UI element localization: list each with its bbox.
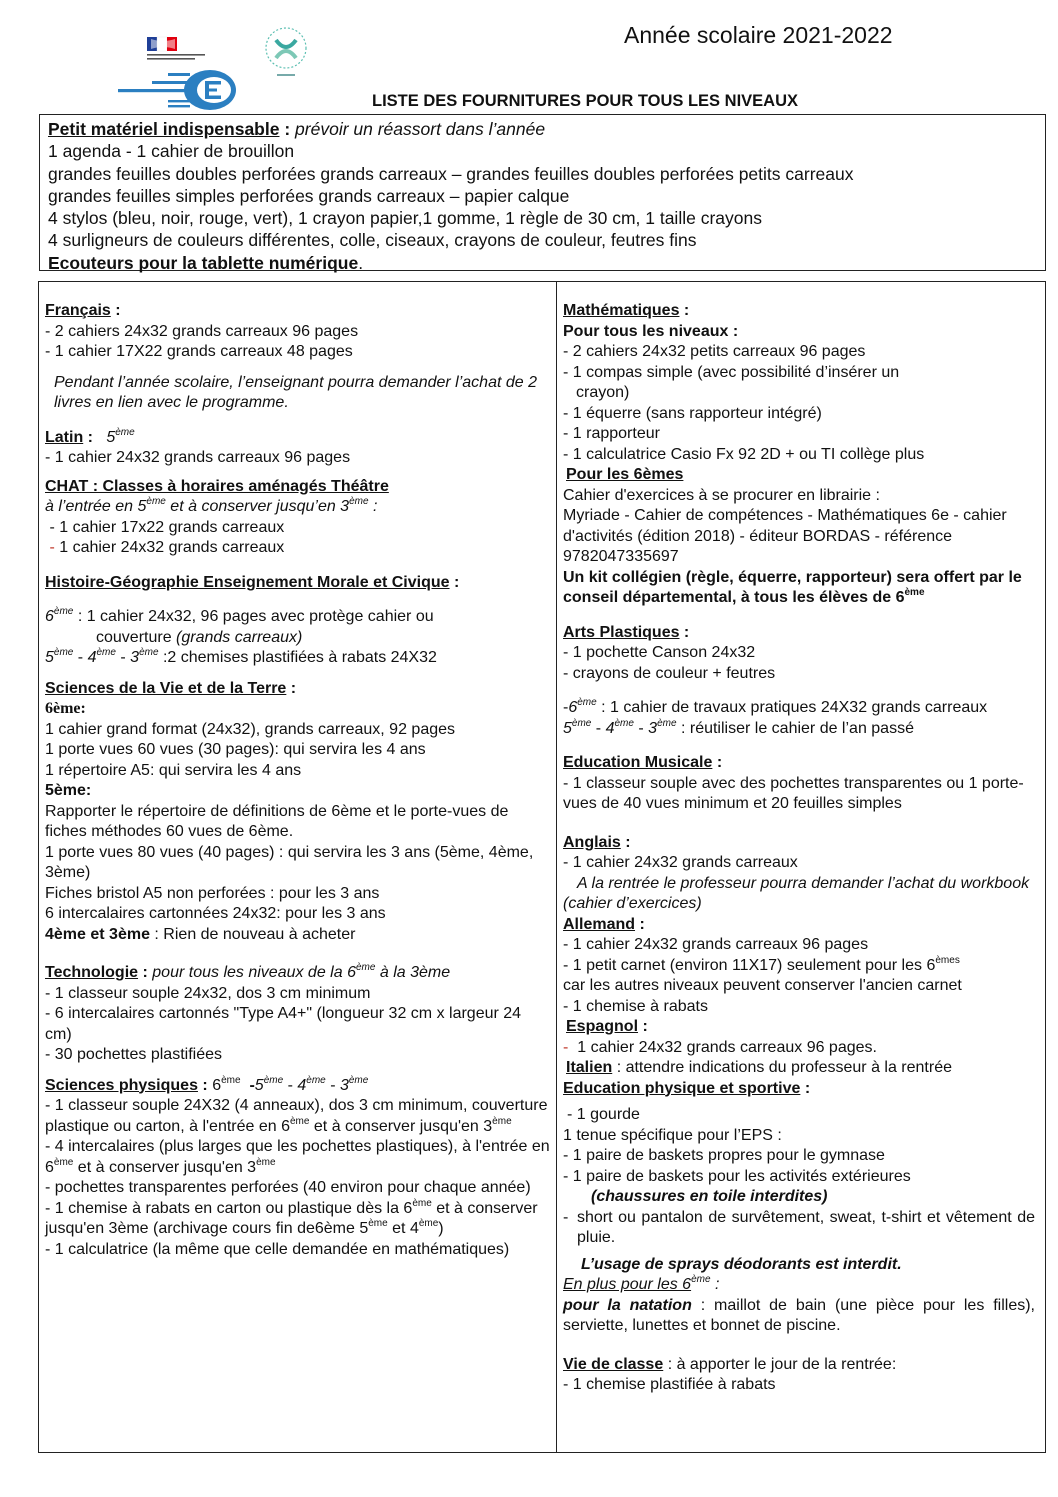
maths-item: - 1 calculatrice Casio Fx 92 2D + ou TI collège plus — [563, 445, 925, 463]
svt-item: 1 porte vues 80 vues (40 pages) : qui servira les 3 ans (5ème, 4ème, 3ème) — [45, 843, 534, 881]
francais-heading: Français — [45, 302, 111, 319]
espagnol-heading: Espagnol — [566, 1018, 639, 1035]
petit-materiel-line: 4 surligneurs de couleurs différentes, colle, ciseaux, crayons de couleur, feutres fins — [48, 230, 697, 251]
italien-heading: Italien — [566, 1059, 613, 1076]
latin-heading: Latin — [45, 428, 84, 446]
petit-materiel-box — [39, 114, 1046, 271]
francais-item: - 2 cahiers 24x32 grands carreaux 96 pages — [45, 322, 359, 340]
arts-item: - crayons de couleur + feutres — [563, 664, 776, 682]
hg-line-543: 5ème - 4ème - 3ème :2 chemises plastifiées à rabats 24X32 — [45, 647, 437, 666]
francais-item: - 1 cahier 17X22 grands carreaux 48 pages — [45, 343, 353, 360]
espagnol-heading-line: Espagnol : — [566, 1018, 648, 1035]
svt-43-line: 4ème et 3ème : Rien de nouveau à acheter — [45, 925, 356, 943]
eps-item: - 1 gourde — [567, 1106, 640, 1123]
hg-line-6-cont: couverture (grands carreaux) — [96, 628, 303, 646]
e3d-label-logo — [262, 24, 310, 86]
francais-note: Pendant l’année scolaire, l’enseignant pourra demander l’achat de 2 livres en lien avec le programme. — [54, 373, 537, 411]
vie-classe-line: Vie de classe : à apporter le jour de la rentrée: — [563, 1355, 897, 1373]
svt-item: Fiches bristol A5 non perforées : pour les 3 ans — [45, 884, 380, 902]
techno-item: - 6 intercalaires cartonnés "Type A4+" (longueur 32 cm x largeur 24 cm) — [45, 1005, 522, 1043]
arts-line-6: -6ème : 1 cahier de travaux pratiques 24X32 grands carreaux — [563, 697, 988, 716]
maths-item: crayon) — [576, 384, 630, 401]
svt-item: 1 répertoire A5: qui servira les 4 ans — [45, 761, 302, 779]
column-divider — [556, 281, 557, 1453]
allemand-heading-line: Allemand : — [563, 915, 645, 933]
svt-6eme-heading: 6ème: — [45, 700, 86, 717]
musique-heading-line: Education Musicale : — [563, 754, 723, 771]
maths-item: - 2 cahiers 24x32 petits carreaux 96 pages — [563, 343, 866, 360]
vie-classe-heading: Vie de classe — [563, 1355, 664, 1373]
techno-item: - 1 classeur souple 24x32, dos 3 cm minimum — [45, 984, 371, 1002]
maths-item: - 1 compas simple (avec possibilité d’insérer un — [563, 363, 900, 381]
hg-line-6: 6ème : 1 cahier 24x32, 96 pages avec protège cahier ou — [45, 606, 434, 625]
chat-item: - 1 cahier 24x32 grands carreaux — [49, 539, 285, 556]
eps-natation: pour la natation : maillot de bain (une pièce pour les filles), serviette, lunettes et bonnet de piscine. — [563, 1296, 1035, 1334]
eps-item: - 1 paire de baskets pour les activités extérieures — [563, 1167, 911, 1185]
maths-heading: Mathématiques — [563, 302, 680, 319]
anglais-heading-line: Anglais : — [563, 833, 631, 851]
school-year: Année scolaire 2021-2022 — [624, 22, 893, 48]
techno-heading-line: Technologie : pour tous les niveaux de la 6ème à la 3ème — [45, 962, 451, 981]
petit-materiel-line: 4 stylos (bleu, noir, rouge, vert), 1 crayon papier,1 gomme, 1 règle de 30 cm, 1 taille crayons — [48, 208, 762, 229]
maths-all-levels: Pour tous les niveaux : — [563, 322, 739, 340]
allemand-heading: Allemand — [563, 915, 636, 933]
latin-heading-line: Latin : 5ème — [45, 426, 135, 446]
svt-heading: Sciences de la Vie et de la Terre — [45, 679, 287, 697]
allemand-item: - 1 petit carnet (environ 11X17) seulement pour les 6èmes — [563, 954, 960, 974]
physique-item: - 1 chemise à rabats en carton ou plastique dès la 6ème et à conserver jusqu'en 3ème (archivage cours fin de6ème 5ème et 4ème) — [45, 1197, 538, 1237]
eps-en-plus: En plus pour les 6ème : — [563, 1274, 720, 1293]
physique-item: - 1 calculatrice (la même que celle demandée en mathématiques) — [45, 1240, 510, 1258]
eps-short-item: - short ou pantalon de survêtement, sweat, t-shirt et vêtement de pluie. — [563, 1208, 1035, 1246]
anglais-heading: Anglais — [563, 833, 621, 851]
maths-cahier-line: Myriade - Cahier de compétences - Mathématiques 6e - cahier d'activités (édition 2018) - éditeur BORDAS - référence 9782047335697 — [563, 507, 1007, 565]
physique-heading: Sciences physiques — [45, 1076, 198, 1094]
list-title: LISTE DES FOURNITURES POUR TOUS LES NIVEAUX — [372, 92, 798, 110]
italien-line: Italien : attendre indications du professeur à la rentrée — [566, 1059, 952, 1076]
petit-materiel-heading: Petit matériel indispensable — [48, 119, 280, 139]
eps-item: 1 tenue spécifique pour l’EPS : — [563, 1126, 782, 1144]
allemand-item: car les autres niveaux peuvent conserver l'ancien carnet — [563, 977, 962, 994]
physique-item: - 1 classeur souple 24X32 (4 anneaux), dos 3 cm minimum, couverture plastique ou carton, à l'entrée en 6ème et à conserver jusqu'en 3ème — [45, 1097, 548, 1135]
maths-cahier-line: Cahier d'exercices à se procurer en librairie : — [563, 486, 880, 504]
hg-heading-line: Histoire-Géographie Enseignement Morale et Civique : — [45, 573, 460, 591]
svt-item: 1 porte vues 60 vues (30 pages): qui servira les 4 ans — [45, 741, 426, 758]
svt-item: Rapporter le répertoire de définitions de 6ème et le porte-vues de fiches méthodes 60 vues de 6ème. — [45, 802, 509, 840]
musique-item: - 1 classeur souple avec des pochettes transparentes ou 1 porte-vues de 40 vues minimum et 20 feuilles simples — [563, 774, 1024, 812]
latin-item: - 1 cahier 24x32 grands carreaux 96 pages — [45, 449, 351, 466]
svt-item: 6 intercalaires cartonnées 24x32: pour les 3 ans — [45, 905, 386, 922]
eps-heading: Education physique et sportive — [563, 1079, 801, 1097]
maths-item: - 1 équerre (sans rapporteur intégré) — [563, 404, 822, 422]
vie-classe-item: - 1 chemise plastifiée à rabats — [563, 1376, 776, 1393]
musique-heading: Education Musicale — [563, 754, 713, 771]
svt-5eme-heading: 5ème: — [45, 782, 92, 799]
svt-heading-line: Sciences de la Vie et de la Terre : — [45, 679, 297, 697]
arts-heading-line: Arts Plastiques : — [563, 623, 690, 641]
petit-materiel-line: grandes feuilles simples perforées grands carreaux – papier calque — [48, 185, 570, 206]
techno-item: - 30 pochettes plastifiées — [45, 1046, 222, 1063]
maths-for6-heading: Pour les 6èmes — [566, 466, 684, 483]
petit-materiel-heading-line: Petit matériel indispensable : prévoir un réassort dans l’année — [48, 119, 546, 139]
arts-heading: Arts Plastiques — [563, 623, 680, 641]
francais-heading-line: Français : — [45, 302, 121, 319]
eps-warning: (chaussures en toile interdites) — [591, 1188, 828, 1205]
allemand-item: - 1 chemise à rabats — [563, 997, 708, 1015]
maths-item: - 1 rapporteur — [563, 425, 660, 442]
physique-item: - 4 intercalaires (plus larges que les pochettes plastiques), à l'entrée en 6ème et à conserver jusqu'en 3ème — [45, 1138, 550, 1176]
right-column — [563, 301, 1035, 1396]
left-column — [45, 301, 550, 1260]
espagnol-item: - 1 cahier 24x32 grands carreaux 96 pages. — [563, 1038, 877, 1056]
chat-heading: CHAT : Classes à horaires aménagés Théâtre — [45, 477, 389, 495]
arts-item: - 1 pochette Canson 24x32 — [563, 644, 756, 661]
republique-francaise-logo — [145, 35, 207, 65]
maths-heading-line: Mathématiques : — [563, 302, 690, 319]
physique-heading-line: Sciences physiques : 6ème -5ème - 4ème - 3ème — [45, 1074, 369, 1094]
techno-heading: Technologie — [45, 964, 139, 981]
anglais-note: A la rentrée le professeur pourra demander l’achat du workbook (cahier d’exercices) — [563, 874, 1030, 912]
eps-sprays: L’usage de sprays déodorants est interdit. — [581, 1255, 902, 1273]
physique-item: - pochettes transparentes perforées (40 environ pour chaque année) — [45, 1179, 531, 1196]
chat-item: - 1 cahier 17x22 grands carreaux — [45, 518, 285, 536]
petit-materiel-note: prévoir un réassort dans l’année — [295, 119, 546, 139]
eps-heading-line: Education physique et sportive : — [563, 1079, 811, 1097]
petit-materiel-line: 1 agenda - 1 cahier de brouillon — [48, 141, 295, 162]
anglais-item: - 1 cahier 24x32 grands carreaux — [563, 854, 798, 871]
maths-kit: Un kit collégien (règle, équerre, rapporteur) sera offert par le conseil départemental, à tous les élèves de 6ème — [563, 568, 1022, 606]
petit-materiel-line: grandes feuilles doubles perforées grands carreaux – grandes feuilles doubles perforées petits carreaux — [48, 163, 854, 184]
allemand-item: - 1 cahier 24x32 grands carreaux 96 pages — [563, 936, 869, 953]
svt-item: 1 cahier grand format (24x32), grands carreaux, 92 pages — [45, 720, 456, 738]
hg-heading: Histoire-Géographie Enseignement Morale et Civique — [45, 573, 450, 591]
petit-materiel-last-line: Ecouteurs pour la tablette numérique. — [48, 252, 364, 273]
arts-line-543: 5ème - 4ème - 3ème : réutiliser le cahier de l’an passé — [563, 717, 914, 737]
chat-subtitle: à l’entrée en 5ème et à conserver jusqu’en 3ème : — [45, 496, 378, 515]
eps-item: - 1 paire de baskets propres pour le gymnase — [563, 1147, 885, 1164]
